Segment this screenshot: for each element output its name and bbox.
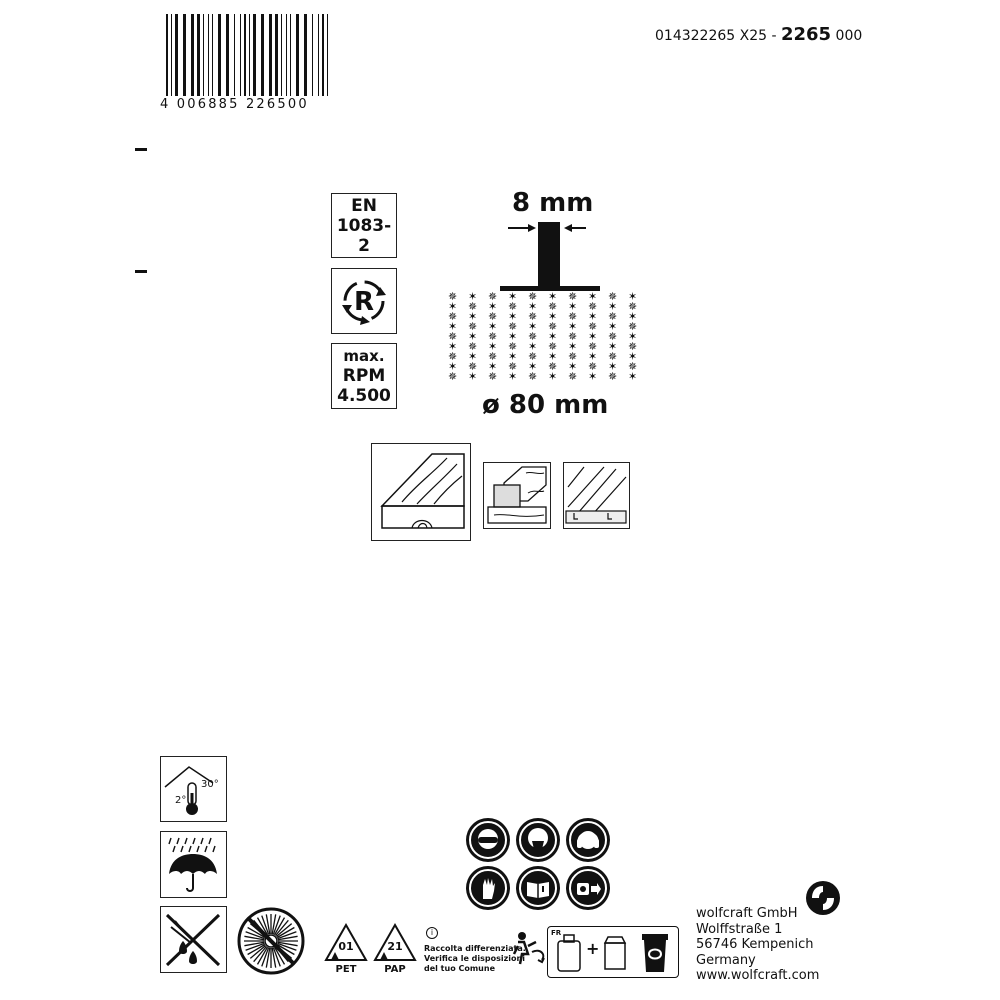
svg-text:✶: ✶ [448, 340, 458, 353]
svg-text:✵: ✵ [448, 350, 458, 363]
svg-text:✵: ✵ [608, 330, 618, 343]
svg-text:✶: ✶ [468, 310, 478, 323]
svg-text:✶: ✶ [588, 290, 598, 303]
fr-sorting-info [547, 926, 679, 978]
svg-text:✶: ✶ [508, 350, 518, 363]
svg-text:✵: ✵ [448, 370, 458, 383]
svg-text:✵: ✵ [548, 300, 558, 313]
no-fluids-icon [161, 907, 225, 971]
diameter-label: ø 80 mm [482, 390, 609, 420]
svg-text:✵: ✵ [468, 340, 478, 353]
ear-protection-badge [566, 818, 610, 862]
svg-text:✶: ✶ [588, 330, 598, 343]
temp-max-label: 30° [201, 779, 219, 790]
pap-recycling-code [372, 922, 418, 978]
dust-mask-icon [523, 825, 553, 855]
italy-text-line-3: del tuo Comune [424, 964, 495, 973]
wheel-brush-illustration [440, 218, 680, 383]
svg-text:✵: ✵ [468, 360, 478, 373]
svg-text:✶: ✶ [568, 360, 578, 373]
svg-text:✵: ✵ [608, 350, 618, 363]
svg-text:✶: ✶ [528, 300, 538, 313]
pet-label: PET [335, 964, 357, 975]
wood-surface-icon [371, 443, 471, 541]
svg-text:✵: ✵ [468, 320, 478, 333]
svg-text:✵: ✵ [608, 290, 618, 303]
svg-text:✵: ✵ [628, 340, 638, 353]
storage-temperature-box [160, 756, 227, 822]
article-code-prefix: 014322265 X25 - [655, 28, 777, 44]
recycling-bin-icon [638, 930, 672, 974]
crop-mark-top [135, 148, 147, 151]
wood-joint-icon [563, 462, 630, 529]
plus-icon: + [586, 939, 600, 958]
recycle-r-box [331, 268, 397, 334]
svg-text:✶: ✶ [508, 370, 518, 383]
svg-text:✶: ✶ [628, 290, 638, 303]
svg-text:✵: ✵ [528, 330, 538, 343]
shank-size-label: 8 mm [512, 188, 594, 218]
svg-text:✶: ✶ [548, 370, 558, 383]
svg-text:✵: ✵ [568, 290, 578, 303]
svg-text:✶: ✶ [508, 310, 518, 323]
svg-text:✶: ✶ [468, 370, 478, 383]
fr-label: FR [551, 929, 562, 937]
svg-text:✵: ✵ [628, 320, 638, 333]
svg-text:✵: ✵ [568, 330, 578, 343]
svg-text:✶: ✶ [488, 360, 498, 373]
pet-number: 01 [338, 940, 354, 953]
svg-text:✶: ✶ [608, 340, 618, 353]
no-radial-brush-icon [236, 906, 306, 976]
barcode-digits: 4 006885 226500 [160, 97, 309, 112]
italy-text-line-2: Verifica le disposizioni [424, 954, 525, 963]
rpm-line-1: max. [343, 347, 385, 365]
gloves-badge [466, 866, 510, 910]
svg-text:✵: ✵ [528, 370, 538, 383]
svg-text:✵: ✵ [568, 350, 578, 363]
svg-text:✵: ✵ [528, 350, 538, 363]
svg-text:✵: ✵ [528, 310, 538, 323]
svg-text:✵: ✵ [588, 340, 598, 353]
svg-text:✶: ✶ [628, 350, 638, 363]
svg-text:✶: ✶ [608, 300, 618, 313]
ear-protection-icon [573, 825, 603, 855]
gloves-icon [473, 873, 503, 903]
svg-text:✵: ✵ [588, 300, 598, 313]
read-manual-icon [523, 873, 553, 903]
svg-text:✵: ✵ [548, 360, 558, 373]
svg-text:✵: ✵ [488, 290, 498, 303]
packaging-box-icon [554, 933, 584, 973]
svg-text:✶: ✶ [528, 320, 538, 333]
rpm-box [331, 343, 397, 409]
company-city: 56746 Kempenich [696, 937, 814, 952]
rpm-line-3: 4.500 [337, 386, 391, 406]
unplug-badge [566, 866, 610, 910]
svg-text:✶: ✶ [568, 300, 578, 313]
svg-text:✶: ✶ [548, 310, 558, 323]
svg-text:✵: ✵ [588, 360, 598, 373]
svg-text:✵: ✵ [508, 360, 518, 373]
standard-line-1: EN [351, 195, 377, 216]
svg-text:✶: ✶ [488, 320, 498, 333]
svg-text:✶: ✶ [588, 350, 598, 363]
svg-text:✵: ✵ [528, 290, 538, 303]
article-code [655, 24, 862, 45]
svg-text:✵: ✵ [628, 360, 638, 373]
svg-text:✵: ✵ [608, 310, 618, 323]
svg-text:✶: ✶ [628, 310, 638, 323]
svg-text:✶: ✶ [568, 320, 578, 333]
company-website: www.wolfcraft.com [696, 968, 820, 983]
svg-text:✶: ✶ [628, 370, 638, 383]
paper-bag-icon [602, 933, 628, 973]
svg-text:✵: ✵ [548, 340, 558, 353]
svg-text:✶: ✶ [448, 300, 458, 313]
company-name: wolfcraft GmbH [696, 906, 798, 921]
svg-text:✶: ✶ [488, 300, 498, 313]
temp-min-label: 2° [175, 795, 187, 806]
svg-text:✶: ✶ [468, 290, 478, 303]
svg-text:✵: ✵ [488, 330, 498, 343]
company-address [696, 906, 819, 984]
company-country: Germany [696, 952, 756, 968]
article-code-number: 2265 [780, 24, 832, 45]
read-manual-badge [516, 866, 560, 910]
svg-text:✶: ✶ [568, 340, 578, 353]
svg-text:✶: ✶ [588, 370, 598, 383]
standard-line-2: 1083-2 [336, 215, 392, 256]
svg-text:✵: ✵ [568, 310, 578, 323]
barcode-bars [160, 14, 335, 96]
svg-text:✶: ✶ [468, 350, 478, 363]
rpm-line-2: RPM [342, 366, 386, 386]
recycle-letter: R [353, 287, 375, 317]
svg-text:✵: ✵ [608, 370, 618, 383]
svg-text:✵: ✵ [488, 310, 498, 323]
triman-icon [510, 928, 548, 966]
crop-mark-bottom [135, 270, 147, 273]
article-code-suffix: 000 [835, 28, 863, 44]
svg-text:✵: ✵ [468, 300, 478, 313]
svg-text:✵: ✵ [588, 320, 598, 333]
svg-text:✵: ✵ [548, 320, 558, 333]
company-street: Wolffstraße 1 [696, 921, 783, 937]
storage-nofluid-box [160, 906, 227, 973]
svg-text:✶: ✶ [608, 360, 618, 373]
svg-text:✵: ✵ [628, 300, 638, 313]
svg-text:✶: ✶ [628, 330, 638, 343]
svg-text:✶: ✶ [548, 290, 558, 303]
svg-text:✵: ✵ [508, 300, 518, 313]
svg-text:✵: ✵ [448, 330, 458, 343]
italy-text-line-1: Raccolta differenziata. [424, 944, 526, 953]
svg-text:✶: ✶ [488, 340, 498, 353]
svg-text:✵: ✵ [448, 290, 458, 303]
svg-text:✵: ✵ [508, 340, 518, 353]
svg-text:✶: ✶ [528, 360, 538, 373]
svg-text:✵: ✵ [568, 370, 578, 383]
svg-text:✶: ✶ [468, 330, 478, 343]
svg-text:✶: ✶ [448, 320, 458, 333]
svg-text:✶: ✶ [508, 290, 518, 303]
svg-text:✶: ✶ [448, 360, 458, 373]
svg-text:✵: ✵ [488, 370, 498, 383]
svg-text:✵: ✵ [488, 350, 498, 363]
standard-box [331, 193, 397, 258]
svg-text:✶: ✶ [548, 350, 558, 363]
storage-dry-box [160, 831, 227, 898]
pet-recycling-code [323, 922, 369, 978]
pap-number: 21 [387, 940, 403, 953]
svg-text:✶: ✶ [508, 330, 518, 343]
dust-mask-badge [516, 818, 560, 862]
eye-protection-icon [473, 825, 503, 855]
pap-label: PAP [384, 964, 406, 975]
svg-text:✶: ✶ [528, 340, 538, 353]
unplug-icon [573, 873, 603, 903]
eye-protection-badge [466, 818, 510, 862]
keep-dry-icon [161, 832, 225, 896]
italy-info-marker: i [426, 927, 438, 939]
wood-corner-icon [483, 462, 551, 529]
svg-text:✶: ✶ [608, 320, 618, 333]
svg-text:✵: ✵ [448, 310, 458, 323]
svg-text:✶: ✶ [548, 330, 558, 343]
svg-text:✵: ✵ [508, 320, 518, 333]
barcode [160, 14, 335, 114]
svg-text:✶: ✶ [588, 310, 598, 323]
